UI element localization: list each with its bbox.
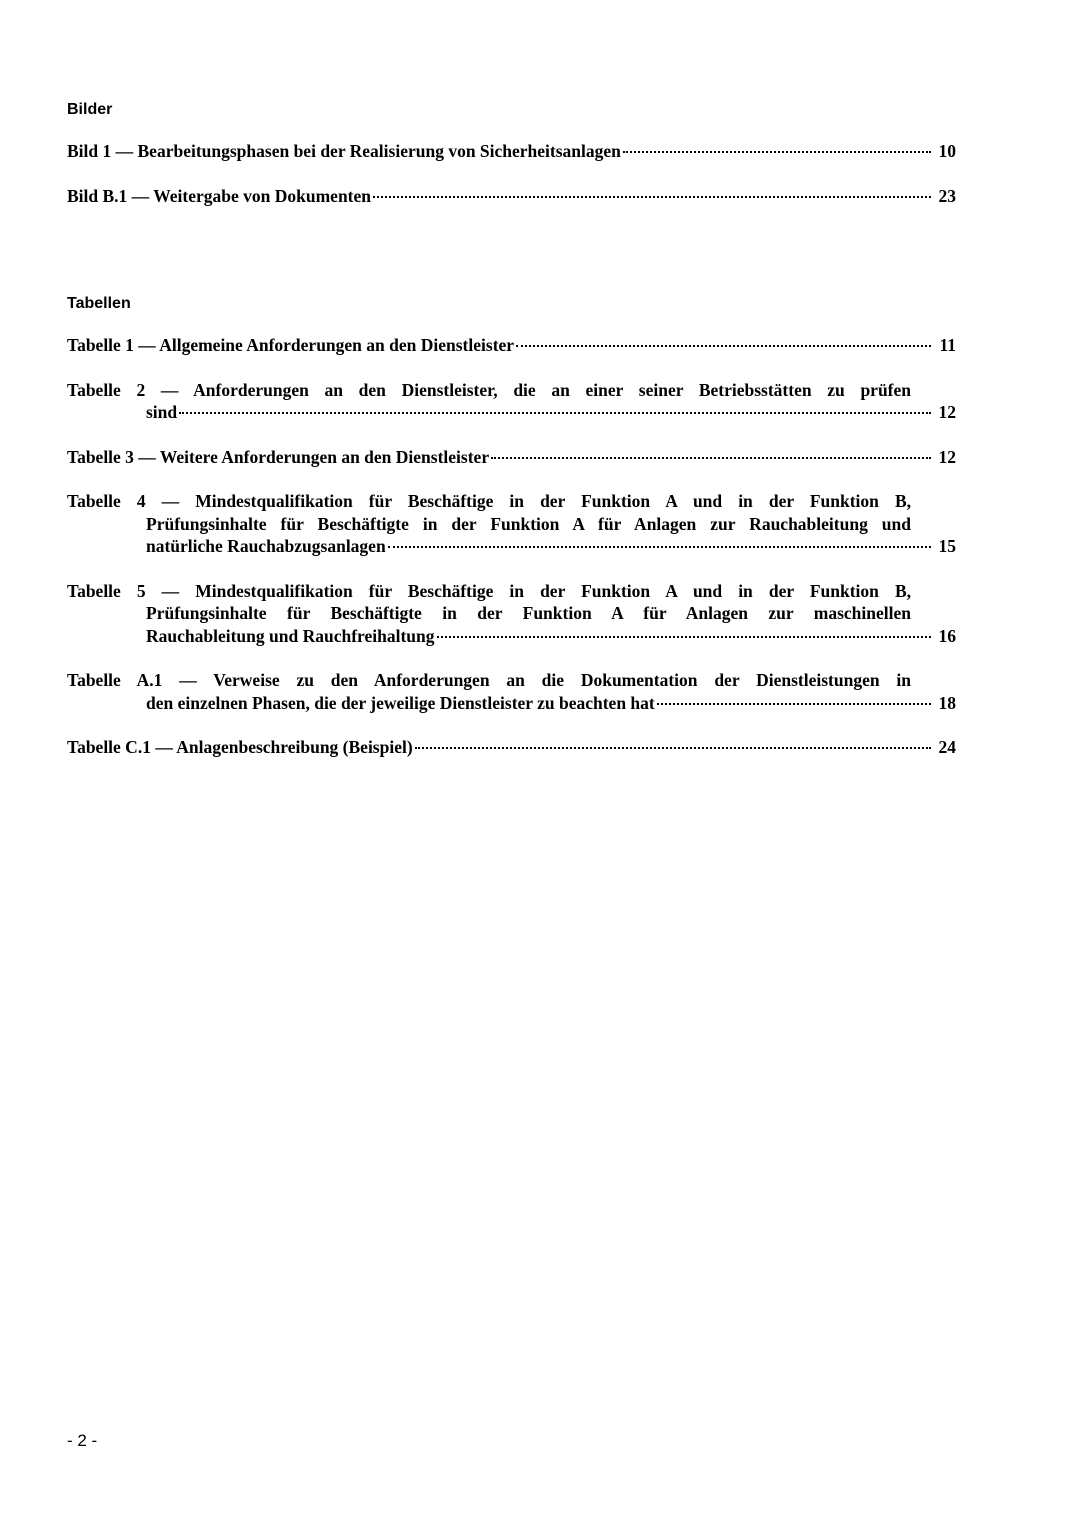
toc-page-number: 16 [938, 625, 956, 646]
tabellen-heading: Tabellen [67, 295, 131, 312]
toc-entry[interactable] [67, 334, 956, 357]
toc-entry-title-line: Tabelle C.1 — Anlagenbeschreibung (Beispiel) [67, 737, 413, 757]
toc-entry-title-line: Prüfungsinhalte für Beschäftigte in der Funktion A für Anlagen zur Rauchableitung und [146, 513, 911, 534]
toc-page-number: 12 [938, 402, 956, 422]
toc-page-number: 24 [938, 737, 956, 757]
toc-entry[interactable] [67, 669, 956, 714]
dot-leader [373, 196, 931, 198]
toc-entry-title-line: Tabelle 2 — Anforderungen an den Dienstleister, die an einer seiner Betriebsstätten zu prüfen [67, 379, 911, 400]
toc-entry-title-line: Rauchableitung und Rauchfreihaltung [146, 625, 435, 646]
toc-page-number: 18 [938, 692, 956, 713]
toc-entry-title-line: sind [146, 402, 178, 422]
toc-entry-title-line: Prüfungsinhalte für Beschäftigte in der Funktion A für Anlagen zur maschinellen [146, 603, 911, 623]
dot-leader [179, 412, 931, 414]
toc-page-number: 15 [938, 536, 956, 556]
toc-entry[interactable] [67, 490, 956, 558]
toc-page-number: 23 [938, 185, 956, 206]
dot-leader [388, 546, 931, 548]
toc-entry-title-line: Tabelle 4 — Mindestqualifikation für Beschäftige in der Funktion A und in der Funktion B, [67, 491, 911, 511]
tabellen-toc-list [67, 334, 956, 781]
dot-leader [415, 747, 931, 749]
toc-entry[interactable] [67, 140, 956, 163]
dot-leader [623, 151, 931, 153]
toc-entry[interactable] [67, 379, 956, 424]
toc-entry-title-line: Bild 1 — Bearbeitungsphasen bei der Realisierung von Sicherheitsanlagen [67, 141, 621, 161]
toc-entry-title-line: den einzelnen Phasen, die der jeweilige Dienstleister zu beachten hat [146, 692, 655, 713]
toc-entry-title-line: Bild B.1 — Weitergabe von Dokumenten [67, 185, 372, 206]
dot-leader [657, 703, 931, 705]
toc-entry[interactable] [67, 580, 956, 648]
toc-entry[interactable] [67, 446, 956, 469]
toc-page-number: 11 [939, 335, 956, 355]
page-number: - 2 - [67, 1431, 98, 1450]
toc-page-number: 12 [938, 446, 956, 467]
toc-entry-title-line: Tabelle 1 — Allgemeine Anforderungen an den Dienstleister [67, 335, 515, 355]
toc-page-number: 10 [938, 141, 956, 161]
toc-entry-title-line: natürliche Rauchabzugsanlagen [146, 536, 386, 556]
dot-leader [491, 457, 931, 459]
bilder-toc-list [67, 140, 956, 229]
bilder-heading: Bilder [67, 101, 113, 118]
toc-entry-title-line: Tabelle 5 — Mindestqualifikation für Beschäftige in der Funktion A und in der Funktion B, [67, 580, 911, 601]
dot-leader [437, 636, 931, 638]
toc-entry-title-line: Tabelle 3 — Weitere Anforderungen an den Dienstleister [67, 446, 490, 467]
dot-leader [516, 345, 931, 347]
toc-entry[interactable] [67, 736, 956, 759]
toc-entry-title-line: Tabelle A.1 — Verweise zu den Anforderungen an die Dokumentation der Dienstleistungen in [67, 670, 911, 690]
toc-entry[interactable] [67, 185, 956, 208]
